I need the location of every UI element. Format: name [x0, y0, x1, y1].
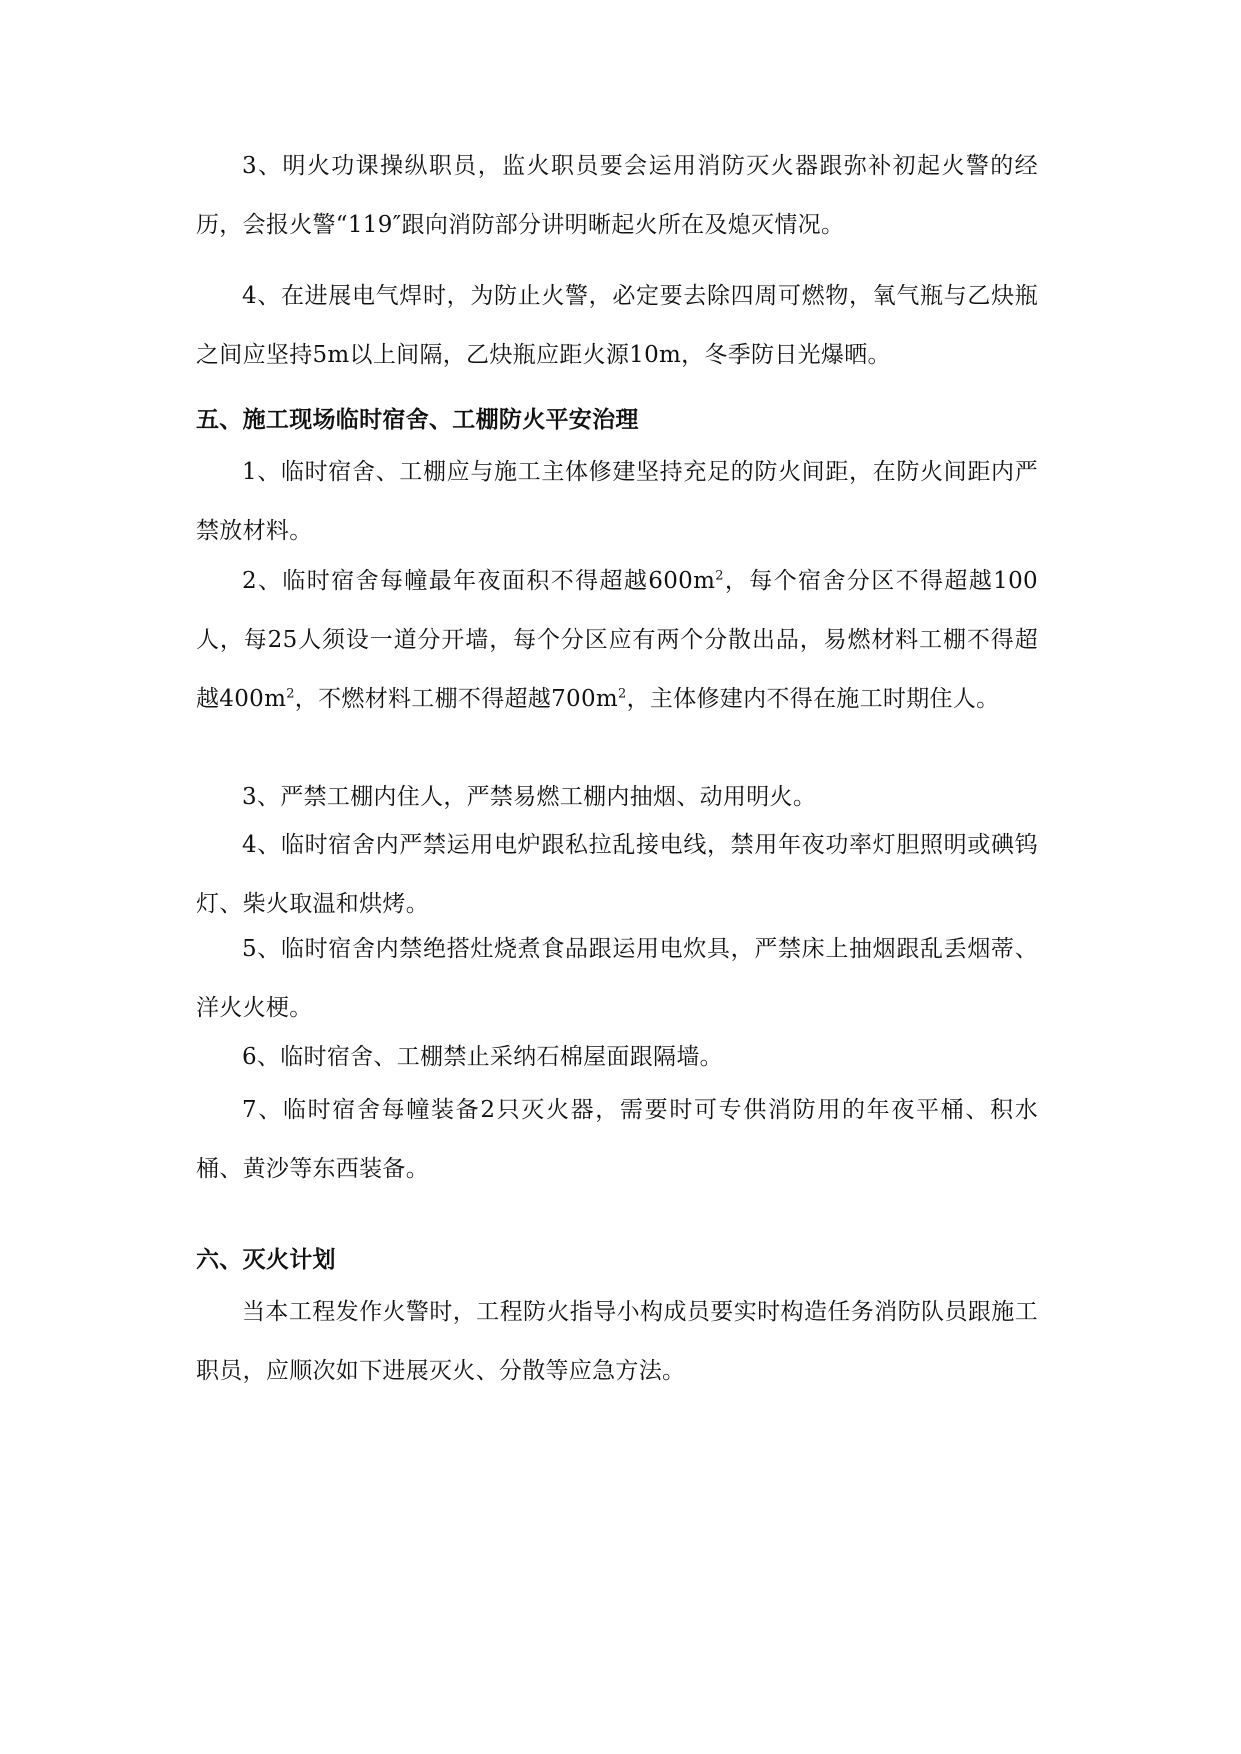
- superscript-2: 2: [286, 686, 295, 702]
- paragraph-item-4: 4、在进展电气焊时，为防止火警，必定要去除四周可燃物，氧气瓶与乙炔瓶之间应坚持5m以上间隔，乙炔瓶应距火源10m，冬季防日光爆晒。: [196, 283, 1038, 368]
- paragraph-section5-item-3: 3、严禁工棚内住人，严禁易燃工棚内抽烟、动用明火。: [242, 784, 817, 810]
- paragraph-section5-item-7: 7、临时宿舍每幢装备2只灭火器，需要时可专供消防用的年夜平桶、积水桶、黄沙等东西装备。: [196, 1097, 1038, 1182]
- section-heading-6: 六、灭火计划: [196, 1247, 336, 1273]
- superscript-2: 2: [618, 686, 627, 702]
- item2-text-part1: 2、临时宿舍每幢最年夜面积不得超越600m: [242, 568, 716, 594]
- superscript-2: 2: [715, 568, 724, 584]
- paragraph-section5-item-1: 1、临时宿舍、工棚应与施工主体修建坚持充足的防火间距，在防火间距内严禁放材料。: [196, 459, 1038, 544]
- section-heading-5: 五、施工现场临时宿舍、工棚防火平安治理: [196, 407, 639, 433]
- item2-text-part3: ，不燃材料工棚不得超越700m: [294, 686, 619, 712]
- paragraph-section5-item-5: 5、临时宿舍内禁绝搭灶烧煮食品跟运用电炊具，严禁床上抽烟跟乱丢烟蒂、洋火火梗。: [196, 936, 1038, 1021]
- item2-text-part2: ，每个宿舍分区不得超越100人，每25人须设一道分开墙，每个分区应有两个分散出品，易燃材料工棚不得超越400m: [196, 568, 1038, 712]
- paragraph-section5-item-6: 6、临时宿舍、工棚禁止采纳石棉屋面跟隔墙。: [242, 1044, 723, 1070]
- item2-text-part4: ，主体修建内不得在施工时期住人。: [626, 686, 1000, 712]
- paragraph-item-3: 3、明火功课操纵职员，监火职员要会运用消防灭火器跟弥补初起火警的经历，会报火警“119″跟向消防部分讲明晰起火所在及熄灭情况。: [196, 153, 1038, 238]
- paragraph-section5-item-2: [196, 552, 1038, 729]
- paragraph-section5-item-4: 4、临时宿舍内严禁运用电炉跟私拉乱接电线，禁用年夜功率灯胆照明或碘钨灯、柴火取温和烘烤。: [196, 832, 1038, 917]
- paragraph-section6-intro: 当本工程发作火警时，工程防火指导小构成员要实时构造任务消防队员跟施工职员，应顺次如下进展灭火、分散等应急方法。: [196, 1299, 1038, 1384]
